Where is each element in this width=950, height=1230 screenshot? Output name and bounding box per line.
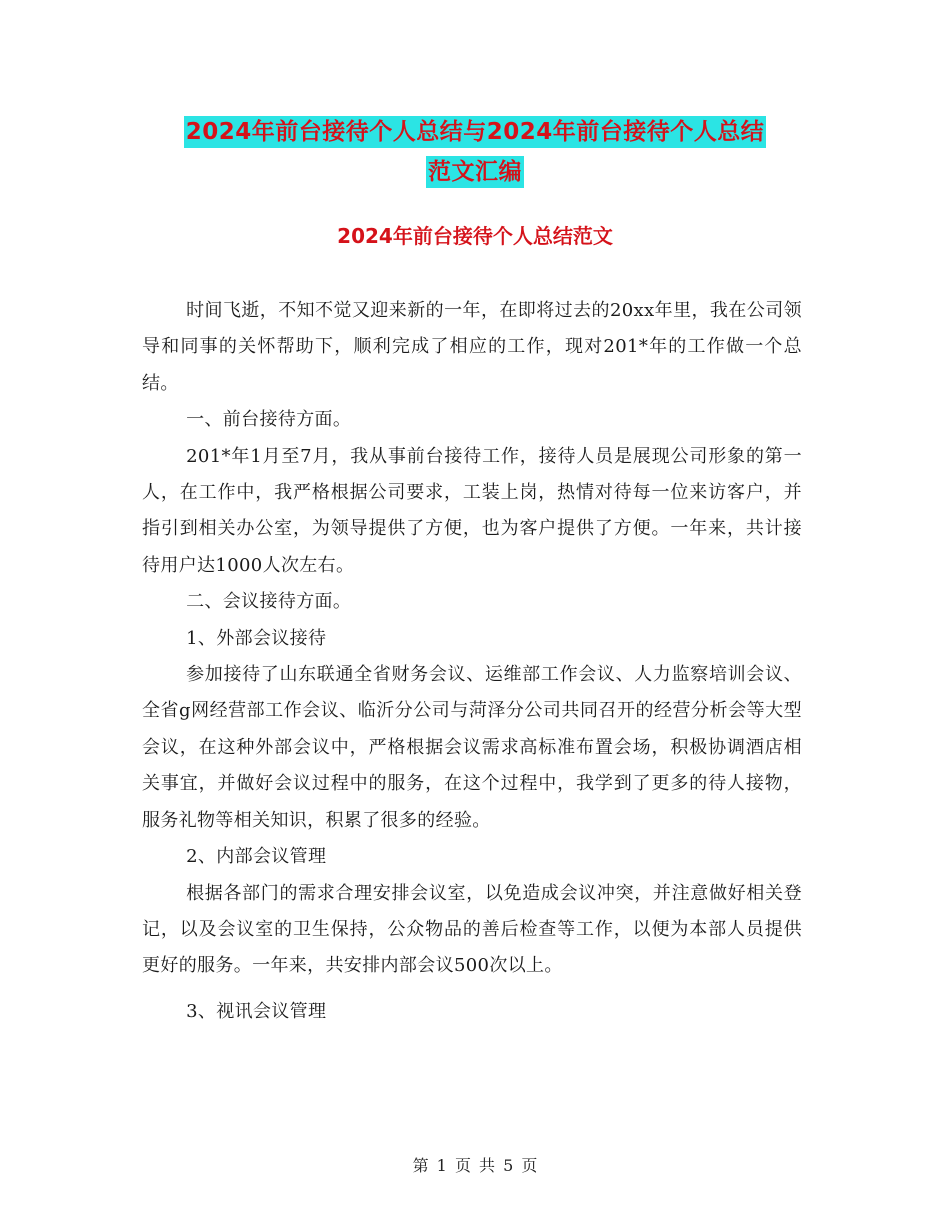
heading-external-meetings: 1、外部会议接待 <box>186 627 327 649</box>
document-title-line2: 范文汇编 <box>426 156 524 188</box>
paragraph: 时间飞逝，不知不觉又迎来新的一年，在即将过去的20xx年里，我在公司领导和同事的关怀帮助下，顺利完成了相应的工作，现对201*年的工作做一个总结。 <box>142 300 802 394</box>
document-title-line1: 2024年前台接待个人总结与2024年前台接待个人总结 <box>184 116 767 148</box>
heading-meetings: 二、会议接待方面。 <box>186 591 352 613</box>
paragraph: 根据各部门的需求合理安排会议室，以免造成会议冲突，并注意做好相关登记，以及会议室的卫生保持，公众物品的善后检查等工作，以便为本部人员提供更好的服务。一年来，共安排内部会议500次以上。 <box>142 882 802 977</box>
section-title: 2024年前台接待个人总结范文 <box>337 224 613 248</box>
heading-video-meetings: 3、视讯会议管理 <box>186 1000 327 1022</box>
heading-reception: 一、前台接待方面。 <box>186 409 352 431</box>
document-body <box>142 293 802 1030</box>
heading-internal-meetings: 2、内部会议管理 <box>186 846 327 868</box>
paragraph: 参加接待了山东联通全省财务会议、运维部工作会议、人力监察培训会议、全省g网经营部工作会议、临沂分公司与菏泽分公司共同召开的经营分析会等大型会议，在这种外部会议中，严格根据会议需求高标准布置会场，积极协调酒店相关事宜，并做好会议过程中的服务，在这个过程中，我学到了更多的待人接物，服务礼物等相关知识，积累了很多的经验。 <box>142 664 802 831</box>
paragraph: 201*年1月至7月，我从事前台接待工作，接待人员是展现公司形象的第一人，在工作中，我严格根据公司要求，工装上岗，热情对待每一位来访客户，并指引到相关办公室，为领导提供了方便，也为客户提供了方便。一年来，共计接待用户达1000人次左右。 <box>142 445 802 576</box>
page-footer: 第 1 页 共 5 页 <box>412 1156 538 1175</box>
document-title <box>140 112 810 192</box>
